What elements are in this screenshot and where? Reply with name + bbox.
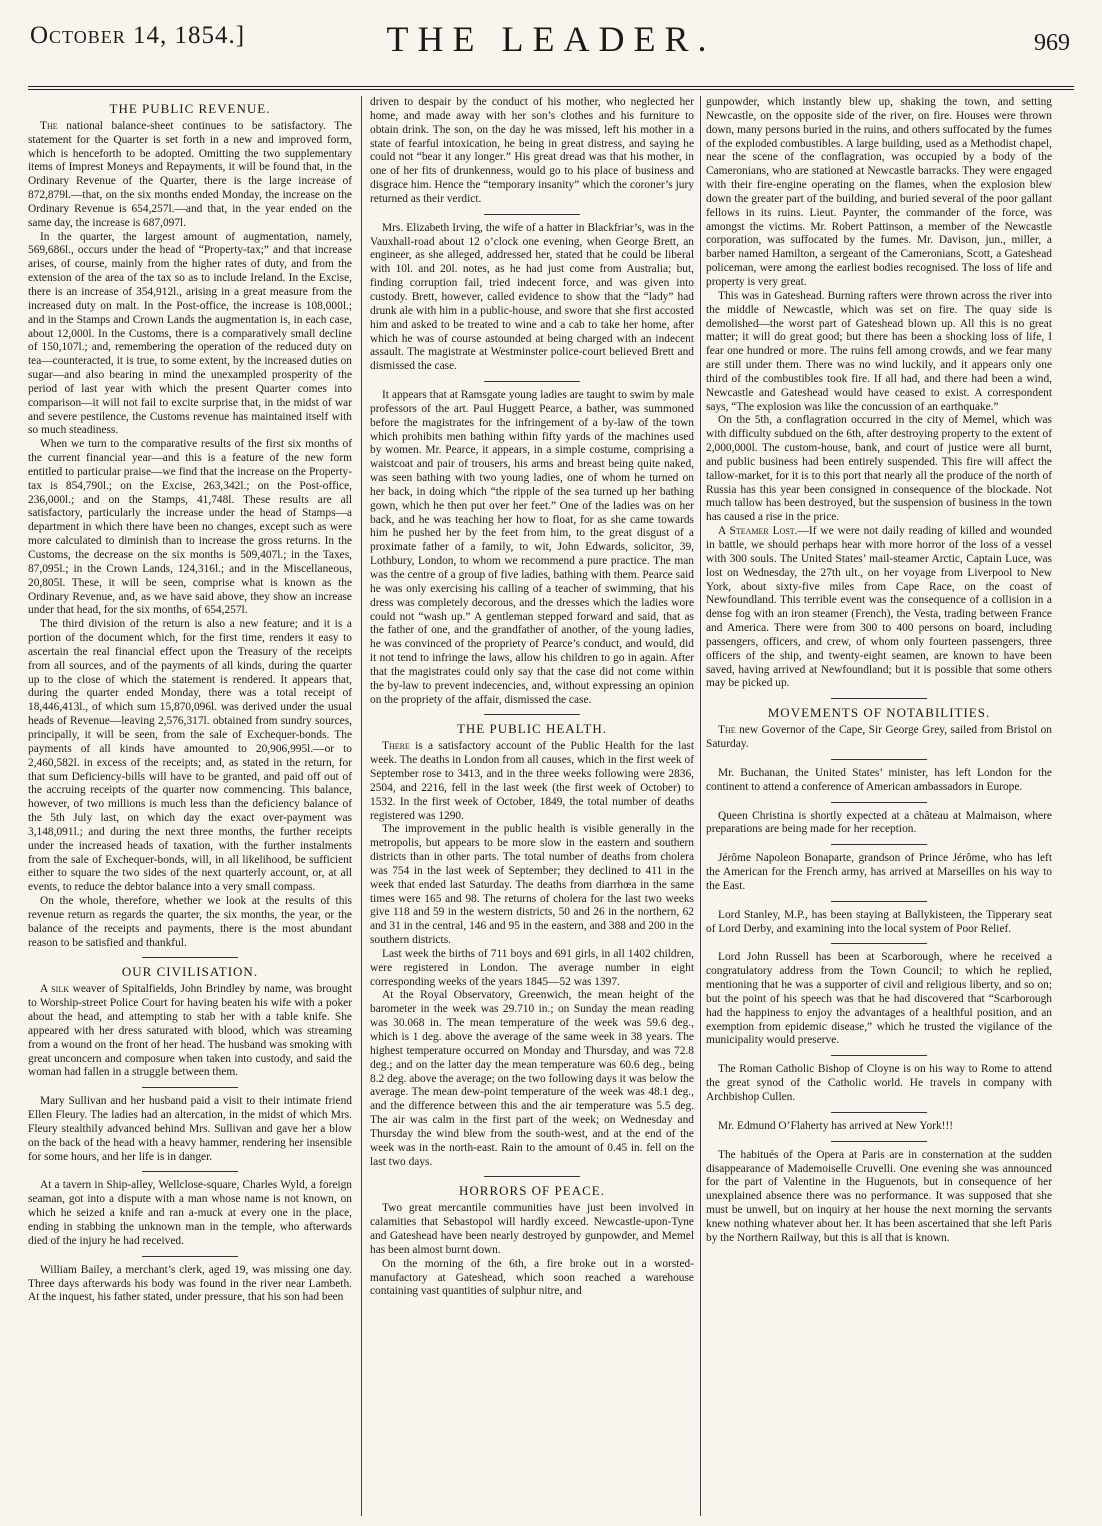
article-paragraph — [28, 1179, 352, 1248]
article-paragraph — [706, 951, 1052, 1048]
paragraph-text: In the quarter, the largest amount of augmentation, namely, 569,686l., occurs under the head of “Property-tax;” and that increase arises, of course, mainly from the higher rates of duty, and from the extension of the area of the tax so as to include Ireland. In the Excise, there is an increase of 354,912l., arising in a great measure from the increased duty on malt. In the Post-office, the increase is 108,000l.; and in the Stamps and Crown Lands the augmentation is, in each case, about 12,000l. In the Customs, there is a comparatively small decline of 150,107l.; and, remembering the operation of the reduced duty on tea—counteracted, it is true, to some extent, by the increased duties on sugar—and also bearing in mind the unexampled prosperity of the period of last year with which the present Quarter comes into comparison—it will not fail to excite surprise that, in the midst of war and severe pestilence, the Customs revenue has maintained itself with so much steadiness. — [28, 230, 352, 437]
section-separator — [831, 1055, 927, 1056]
article-paragraph — [706, 810, 1052, 838]
section-separator — [142, 957, 238, 958]
section-separator — [484, 214, 580, 215]
paragraph-text: The habitués of the Opera at Paris are in consternation at the sudden disappearance of Mademoiselle Cruvelli. One evening she was announced for the part of Valentine in the Huguenots, but in consequence of her unexplained absence there was no performance. It was supposed that she must be unwell, but on inquiry at her house the next morning the servants knew nothing whatever about her. It has been ascertained that she left Paris by the Northern Railway, but this is all that is known. — [706, 1148, 1052, 1244]
section-separator — [831, 844, 927, 845]
paragraph-text: Mary Sullivan and her husband paid a visit to their intimate friend Ellen Fleury. The ladies had an altercation, in the midst of which Mrs. Fleury stealthily advanced behind Mrs. Sullivan and gave her a blow on the back of the head with a heavy hammer, rendering her insensible for some hours, and her life is in danger. — [28, 1095, 352, 1163]
paragraph-text: Mrs. Elizabeth Irving, the wife of a hatter in Blackfriar’s, was in the Vauxhall-road about 12 o’clock one evening, when George Brett, an engineer, as she alleged, addressed her, stated that he could be liberal with 10l. and 20l. notes, as he had just come from Australia; but, finding corruption fail, tried indecent force, and was given into custody. Brett, however, called evidence to show that the “lady” had drunk ale with him in a public-house, and swore that she first accosted him and asked to be treated to wine and a cab to take her home, after which he was of course astounded at being charged with an indecent assault. The magistrate at Westminster police-court believed Brett and dismissed the case. — [370, 221, 694, 373]
column-1 — [28, 96, 352, 1516]
article-paragraph — [370, 823, 694, 948]
paragraph-lead-in: A Steamer Lost. — [718, 525, 798, 538]
paragraph-text: Mr. Edmund O’Flaherty has arrived at New York!!! — [718, 1119, 954, 1132]
article-paragraph — [706, 1120, 1052, 1134]
paragraph-text: Mr. Buchanan, the United States’ minister, has left London for the continent to attend a conference of American ambassadors in Europe. — [706, 766, 1052, 793]
paragraph-text: driven to despair by the conduct of his mother, who neglected her home, and made away with her son’s clothes and his furniture to obtain drink. The son, on the day he was missed, left his mother in a state of fearful intoxication, he being in great distress, and saying he could not “bear it any longer.” His great dread was that his mother, in one of her fits of drunkenness, would go to his place of business and disgrace him. Hence the “temporary insanity” which the coroner’s jury returned as their verdict. — [370, 96, 694, 205]
paragraph-text: is a satisfactory account of the Public Health for the last week. The deaths in London from all causes, which in the first week of September rose to 3413, and in the three weeks following were 2836, 2504, and 2216, fell in the last week (the first week of October) to 1532. In the first week of October, 1849, the total number of deaths registered was 1290. — [370, 740, 694, 822]
section-separator — [831, 1141, 927, 1142]
column-divider — [700, 96, 701, 1516]
section-separator — [831, 698, 927, 699]
section-heading: THE PUBLIC HEALTH. — [456, 721, 608, 737]
paragraph-text: new Governor of the Cape, Sir George Grey, sailed from Bristol on Saturday. — [706, 724, 1052, 750]
paragraph-text: —If we were not daily reading of killed and wounded in battle, we should perhaps hear with more horror of the loss of a vessel with 300 souls. The United States’ mail-steamer Arctic, Captain Luce, was lost on Wednesday, the 27th ult., on her voyage from Liverpool to New York, about sixty-five miles from Cape Race, on the coast of Newfoundland. This terrible event was the consequence of a collision in a dense fog with an iron steamer (French), the Vesta, trading between France and America. There were from 300 to 400 persons on board, including passengers, officers, and crew, of whom only fourteen passengers, three officers of the ship, and twenty-eight seamen, are known to have been saved, having arrived at Newfoundland; but it is possible that some others may be picked up. — [706, 525, 1052, 690]
section-heading: MOVEMENTS OF NOTABILITIES. — [767, 705, 991, 721]
paragraph-lead-in: There — [382, 740, 410, 753]
article-paragraph — [28, 1264, 352, 1306]
article-paragraph — [370, 1258, 694, 1300]
section-separator — [484, 1176, 580, 1177]
newspaper-title: THE LEADER. — [386, 19, 716, 59]
paragraph-text: It appears that at Ramsgate young ladies are taught to swim by male professors of the art. Paul Huggett Pearce, a bather, was summoned before the magistrates for the infringement of a by-law of the town which prohibits men bathing within fifty yards of the machines used by women. Mr. Pearce, it appears, in a simple costume, comprising a waistcoat and pair of trousers, his arms and breast being quite naked, was seen bathing with two young ladies, one of whom he turned on her back, in doing which “the ripple of the sea turned up her bathing gown, which he then put over her feet.” One of the ladies was on her back, and he was teaching her how to float, for as she came towards him he pushed her by the feet from him, to the great disgust of a proximate father of a family, to wit, John Edwards, solicitor, 39, Lothbury, London, to whom we recommend a pure practice. The man was the centre of a group of five ladies, bathing with them. Pearce said he was only exercising his calling of a teacher of swimming, that his dress was completely decorous, and the dresses which the ladies wore could not “wash up.” A gentleman stepped forward and said, that as the father of one, and the grandfather of another, of the young ladies, he was convinced of the propriety of Pearce’s conduct, and would, did it not tend to infringe the laws, allow his children to go in again. After that the magistrates could only say that the case did not come within the by-law to prevent indecencies, and, without expressing an opinion on the propriety of the affair, dismissed the case. — [370, 389, 694, 706]
paragraph-text: At the Royal Observatory, Greenwich, the mean height of the barometer in the week was 29.710 in.; on Sunday the mean reading was 30.068 in. The mean temperature of the week was 59.6 deg., which is 1 deg. above the average of the same week in 38 years. The highest temperature occurred on Monday and Thursday, and was 72.8 deg.; and on the latter day the mean temperature was 60.6 deg., being 8.2 deg. above the average; on the two following days it was below the average. The mean dew-point temperature of the week was 48.1 deg., and the difference between this and the air temperature was 5.5 deg. The air was calm in the first part of the week; on Wednesday and Thursday the wind blew from the south-west, and at the end of the week was in the north-east. Rain to the amount of 0.45 in. fell on the last two days. — [370, 989, 694, 1168]
paragraph-text: On the whole, therefore, whether we look at the results of this revenue return as regards the quarter, the six months, the year, or the balance of the receipts and payments, there is the most abundant reason to be satisfied and thankful. — [28, 895, 352, 949]
article-paragraph — [28, 983, 352, 1080]
issue-date: October 14, 1854.] — [30, 22, 246, 49]
article-paragraph — [370, 989, 694, 1169]
article-paragraph — [706, 1149, 1052, 1246]
article-paragraph — [706, 525, 1052, 691]
paragraph-text: Jérôme Napoleon Bonaparte, grandson of Prince Jérôme, who has left the American for the French army, has arrived at Marseilles on his way to the East. — [706, 852, 1052, 892]
paragraph-text: weaver of Spitalfields, John Brindley by name, was brought to Worship-street Police Court for having beaten his wife with a poker about the head, and attempting to stab her with a table knife. She appeared with her dress saturated with blood, which was streaming from a wound on the front of her head. The husband was smoking with great unconcern and composure when taken into custody, and said the woman had fallen in a struggle between them. — [28, 983, 352, 1079]
article-paragraph — [706, 1063, 1052, 1105]
article-paragraph — [28, 895, 352, 950]
section-heading: THE PUBLIC REVENUE. — [109, 101, 271, 116]
article-paragraph — [706, 96, 1052, 290]
paragraph-text: The improvement in the public health is visible generally in the metropolis, but appears to be more slow in the eastern and southern districts than in other parts. The total number of deaths from cholera was 754 in the last week of September; they declined to 411 in the week that ended last Saturday. The deaths from diarrhœa in the same times were 165 and 98. The returns of cholera for the last two weeks give 118 and 59 in the western districts, 50 and 26 in the northern, 62 and 31 in the central, 146 and 95 in the eastern, and 388 and 200 in the southern districts. — [370, 823, 694, 947]
article-paragraph — [370, 389, 694, 707]
paragraph-text: William Bailey, a merchant’s clerk, aged 19, was missing one day. Three days afterwards his body was found in the river near Lambeth. At the inquest, his father stated, under pressure, that his son had been — [28, 1263, 352, 1304]
section-separator — [831, 802, 927, 803]
page-number: 969 — [1034, 30, 1070, 56]
article-paragraph — [370, 948, 694, 990]
paragraph-text: Last week the births of 711 boys and 691 girls, in all 1402 children, were registered in London. The average number in eight corresponding weeks of the years 1845—52 was 1397. — [370, 947, 694, 988]
paragraph-text: Queen Christina is shortly expected at a château at Malmaison, where preparations are being made for her reception. — [706, 809, 1052, 836]
paragraph-text: The Roman Catholic Bishop of Cloyne is on his way to Rome to attend the great synod of the Catholic world. He travels in company with Archbishop Cullen. — [706, 1063, 1052, 1103]
section-separator — [831, 1112, 927, 1113]
paragraph-text: On the morning of the 6th, a fire broke out in a worsted-manufactory at Gateshead, which soon reached a warehouse containing vast quantities of sulphur nitre, and — [370, 1257, 694, 1298]
paragraph-text: At a tavern in Ship-alley, Wellclose-square, Charles Wyld, a foreign seaman, got into a dispute with a man whose name is not known, on which he seized a knife and ran a-muck at every one in the place, ending in stabbing the unknown man in the temple, who afterwards died of the injury he had received. — [28, 1179, 352, 1247]
article-paragraph — [706, 290, 1052, 415]
section-separator — [484, 381, 580, 382]
masthead-rule-thin — [28, 89, 1074, 90]
section-separator — [831, 759, 927, 760]
section-separator — [142, 1171, 238, 1172]
article-paragraph — [28, 1095, 352, 1164]
paragraph-text: This was in Gateshead. Burning rafters were thrown across the river into the middle of Newcastle, which was set on fire. The quay side is demolished—the worst part of Gateshead blown up. All this is no great matter; it will do great good; but there has been a shocking loss of life, I fear one hundred or more. The ruins fell among crowds, and we fear many are still under them. There was no wind luckily, and it appears only one third of the combustibles took fire. If all had, and there had been a wind, Newcastle and Gateshead would have ceased to exist. A correspondent says, “The explosion was like the concussion of an earthquake.” — [706, 289, 1052, 413]
paragraph-lead-in: The — [40, 119, 58, 132]
section-separator — [142, 1256, 238, 1257]
paragraph-text: On the 5th, a conflagration occurred in the city of Memel, which was with difficulty subdued on the 6th, after destroying property to the extent of 2,000,000l. The custom-house, bank, and court of justice were all burnt, and public business had been entirely suspended. This fire will affect the tallow-market, for it is to this port that nearly all the produce of the north of Russia has this year been consigned in consequence of the blockade. Not much tallow has been destroyed, but the suspension of business in the town has caused a rise in the price. — [706, 414, 1052, 524]
paragraph-text: When we turn to the comparative results of the first six months of the current financial year—and this is a feature of the new form entitled to particular praise—we find that the increase on the Property-tax is 854,790l.; on the Excise, 263,342l.; on the Post-office, 236,000l.; and on the Stamps, 41,748l. These results are all satisfactory, particularly the increase under the head of Stamps—a department in which there have been no changes, except such as were more calculated to diminish than to increase the gross returns. In the Customs, the decrease on the six months is 509,407l.; in the Taxes, 87,095l.; in the Crown Lands, 124,316l.; and in the Miscellaneous, 20,805l. These, it will be seen, comprise what is known as the Ordinary Revenue, and, as we have said above, they show an increase under that head, for the six months, of 654,257l. — [28, 438, 352, 617]
article-paragraph — [28, 438, 352, 618]
section-separator — [831, 943, 927, 944]
article-paragraph — [706, 909, 1052, 937]
article-paragraph — [706, 414, 1052, 525]
column-3 — [706, 96, 1052, 1516]
masthead-rule — [28, 86, 1074, 87]
article-paragraph — [370, 96, 694, 207]
section-separator — [484, 714, 580, 715]
masthead — [0, 0, 1102, 84]
column-divider — [361, 96, 362, 1516]
paragraph-text: national balance-sheet continues to be satisfactory. The statement for the Quarter is set forth in a new and improved form, which is henceforth to be adopted. Omitting the two supplementary items of Imprest Moneys and Repayments, it will be found that, in the Ordinary Revenue of the Quarter, there is the large increase of 872,879l.—that, on the six months ended Monday, the increase on the Ordinary Revenue is 654,257l.—and that, in the year ended on the same day, the increase is 687,097l. — [28, 119, 352, 229]
paragraph-text: Two great mercantile communities have just been involved in calamities that Sebastopol will hardly exceed. Newcastle-upon-Tyne and Gateshead have been nearly destroyed by gunpowder, and Memel has been almost burnt down. — [370, 1202, 694, 1256]
article-paragraph — [706, 767, 1052, 795]
section-separator — [142, 1087, 238, 1088]
paragraph-lead-in: A silk — [40, 983, 69, 996]
article-paragraph — [706, 724, 1052, 752]
article-paragraph — [28, 120, 352, 231]
paragraph-text: Lord John Russell has been at Scarborough, where he received a congratulatory address from the Town Council; to which he replied, mentioning that he was a supporter of civil and religious liberty, and so on; but the point of his speech was that he had discovered that “Scarborough had the happiness to enjoy the advantages of a healthful position, and an exemption from epidemic disease,” which he trusted the vigilance of the municipality would preserve. — [706, 951, 1052, 1047]
column-2 — [370, 96, 694, 1516]
article-paragraph — [28, 231, 352, 439]
paragraph-lead-in: The — [718, 724, 736, 737]
section-heading: OUR CIVILISATION. — [121, 964, 259, 980]
paragraph-text: The third division of the return is also a new feature; and it is a portion of the document which, for the first time, renders it easy to ascertain the real financial effect upon the Treasury of the receipts from all sources, and of the payments of all kinds, during the quarter up to the close of which the statement is rendered. It appears that, during the quarter ended Monday, there was a total receipt of 18,446,413l., of which sum 15,870,096l. was derived under the usual heads of Revenue—leaving 2,576,317l. obtained from sundry sources, principally, it will be seen, from the sale of Exchequer-bonds. The payments of all kinds have amounted to 20,906,995l.—or to 2,460,582l. in excess of the receipts; and, as stated in the return, for that sum Deficiency-bills will have to be granted, and paid off out of the accruing receipts of the quarter now commencing. This balance, however, of two millions is much less than the deficiency balance of the 5th July last, on which day the exact over-payment was 3,148,091l.; and during the next three months, the further receipts under the increased heads of taxation, with the further instalments from the sale of Exchequer-bonds, will, in all likelihood, be sufficient either to square the two sides of the next quarterly account, or, at all events, to reduce the debtor balance into a very small compass. — [28, 618, 352, 894]
article-paragraph — [370, 1202, 694, 1257]
article-paragraph — [370, 222, 694, 374]
article-paragraph — [370, 740, 694, 823]
paragraph-text: gunpowder, which instantly blew up, shaking the town, and setting Newcastle, on the opposite side of the river, on fire. Houses were thrown down, many persons buried in the ruins, and others suffocated by the fumes of the exploded combustibles. A large building, used as a Methodist chapel, near the scene of the conflagration, was occupied by a body of the Cameronians, who are stationed at Newcastle barracks. They were engaged with their fire-engine operating on the flames, when the explosion blew down the greater part of the building, and buried several of the poor gallant fellows in its ruins. Lieut. Paynter, the commander of the force, was amongst the victims. Mr. Robert Pattinson, a member of the Newcastle corporation, was suffocated by the fumes. Mr. Davison, jun., miller, a barber named Hamilton, a sergeant of the Cameronians, Scott, a Gateshead policeman, were among the earliest bodies recognised. The loss of life and property is very great. — [706, 96, 1052, 288]
article-paragraph — [706, 852, 1052, 894]
section-heading: HORRORS OF PEACE. — [459, 1183, 605, 1199]
paragraph-text: Lord Stanley, M.P., has been staying at Ballykisteen, the Tipperary seat of Lord Derby, and examining into the local system of Poor Relief. — [706, 908, 1052, 935]
article-paragraph — [28, 618, 352, 895]
section-separator — [831, 901, 927, 902]
